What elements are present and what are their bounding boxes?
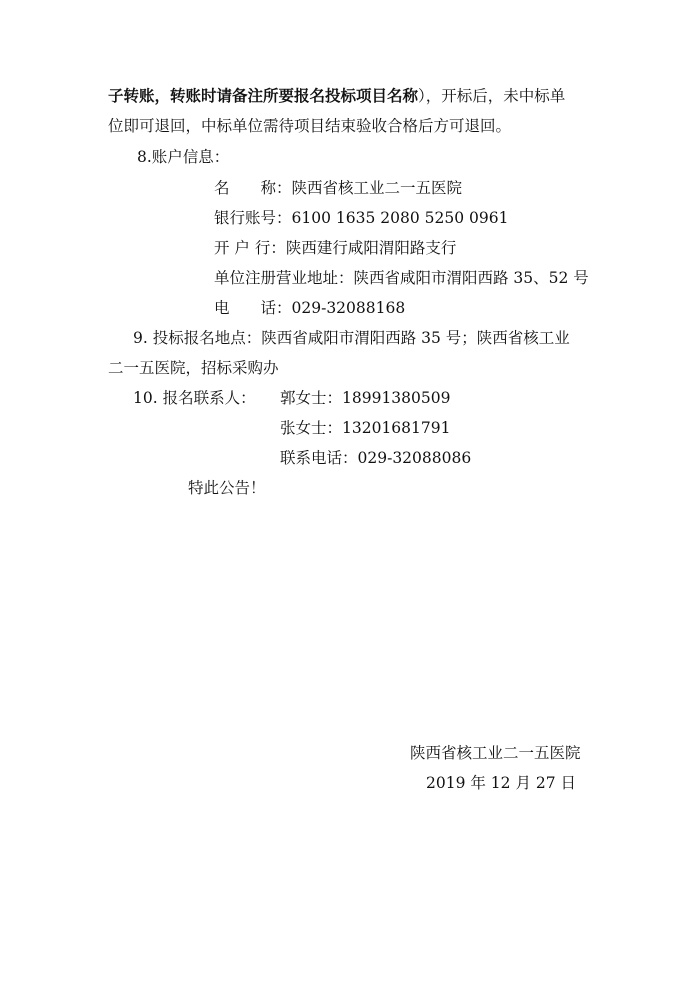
account-number: 银行账号：6100 1635 2080 5250 0961: [214, 209, 509, 227]
contacts-heading: 10. 报名联系人：: [133, 389, 256, 407]
location-line-2: 二一五医院，招标采购办: [108, 359, 279, 377]
location-line-1: 9. 投标报名地点：陕西省咸阳市渭阳西路 35 号；陕西省核工业: [133, 329, 570, 347]
deposit-bold-text: 子转账，转账时请备注所要报名投标项目名称: [108, 86, 419, 105]
contact-guo: 郭女士：18991380509: [280, 389, 451, 407]
deposit-line-2: 位即可退回，中标单位需待项目结束验收合格后方可退回。: [108, 117, 512, 135]
account-address: 单位注册营业地址：陕西省咸阳市渭阳西路 35、52 号: [214, 269, 589, 287]
account-bank: 开 户 行：陕西建行咸阳渭阳路支行: [214, 239, 457, 257]
closing-text: 特此公告！: [188, 479, 266, 497]
contact-zhang: 张女士：13201681791: [280, 419, 451, 437]
deposit-line-1: [108, 86, 565, 106]
contact-tel: 联系电话：029-32088086: [280, 449, 472, 467]
account-heading: 8.账户信息：: [137, 148, 230, 166]
account-name: 名 称：陕西省核工业二一五医院: [214, 179, 463, 197]
signature-date: 2019 年 12 月 27 日: [426, 774, 577, 792]
signature-org: 陕西省核工业二一五医院: [410, 744, 581, 762]
account-phone: 电 话：029-32088168: [214, 299, 406, 317]
deposit-rest-text: ），开标后，未中标单: [418, 87, 566, 105]
